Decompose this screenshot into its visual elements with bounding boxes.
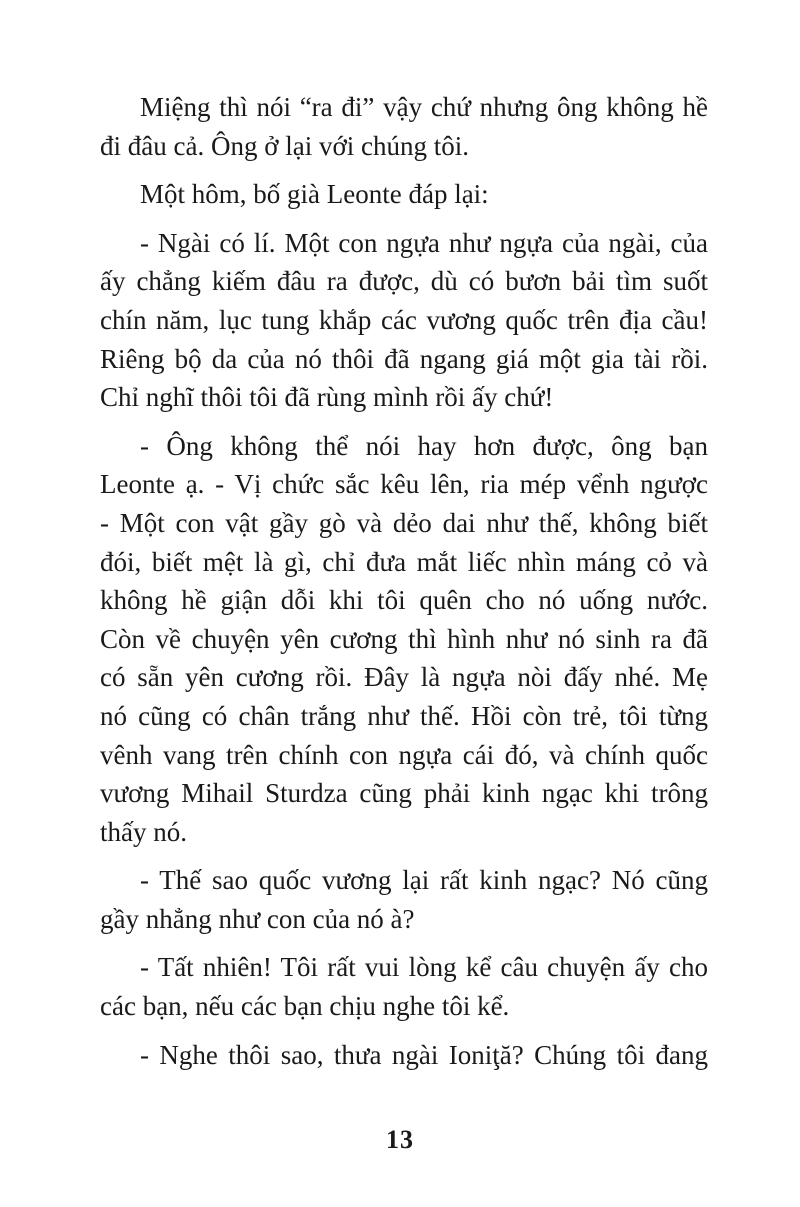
text-line: - Tất nhiên! Tôi rất vui lòng kể câu chuyện ấy cho [140, 952, 708, 983]
text-line: thấy nó. [100, 816, 187, 847]
body-text [100, 88, 708, 1084]
text-line: Miệng thì nói “ra đi” vậy chứ nhưng ông không hề [140, 92, 708, 122]
text-line: Chỉ nghĩ thôi tôi đã rùng mình rồi ấy chứ! [100, 382, 554, 413]
paragraph-1 [100, 88, 708, 165]
text-line: gầy nhẳng như con của nó à? [100, 903, 415, 934]
paragraph-7 [100, 1036, 708, 1075]
text-line: vương Mihail Sturdza cũng phải kinh ngạc khi trông [100, 778, 708, 809]
text-line: - Ông không thể nói hay hơn được, ông bạn [140, 430, 708, 461]
text-line: vênh vang trên chính con ngựa cái đó, và chính quốc [100, 739, 708, 770]
text-line: nó cũng có chân trắng như thế. Hồi còn trẻ, tôi từng [100, 700, 708, 731]
text-line: đói, biết mệt là gì, chỉ đưa mắt liếc nhìn máng cỏ và [100, 546, 708, 577]
text-line: các bạn, nếu các bạn chịu nghe tôi kể. [100, 991, 510, 1022]
text-line: Leonte ạ. - Vị chức sắc kêu lên, ria mép vểnh ngược [100, 469, 708, 500]
text-line: chín năm, lục tung khắp các vương quốc trên địa cầu! [100, 304, 708, 335]
paragraph-5 [100, 861, 708, 938]
paragraph-6 [100, 948, 708, 1025]
text-line: - Thế sao quốc vương lại rất kinh ngạc? Nó cũng [140, 865, 708, 896]
paragraph-4 [100, 427, 708, 852]
text-line: Riêng bộ da của nó thôi đã ngang giá một gia tài rồi. [100, 343, 708, 374]
text-line: không hề giận dỗi khi tôi quên cho nó uống nước. [100, 585, 708, 616]
text-line: Còn về chuyện yên cương thì hình như nó sinh ra đã [100, 623, 708, 654]
paragraph-3 [100, 224, 708, 417]
text-line: đi đâu cả. Ông ở lại với chúng tôi. [100, 130, 469, 161]
text-line: - Ngài có lí. Một con ngựa như ngựa của ngài, của [140, 227, 708, 258]
text-line: ấy chẳng kiếm đâu ra được, dù có bươn bải tìm suốt [100, 266, 708, 297]
page-number: 13 [386, 1125, 414, 1154]
text-line: - Nghe thôi sao, thưa ngài Ioniţă? Chúng tôi đang [140, 1039, 708, 1070]
text-line: có sẵn yên cương rồi. Đây là ngựa nòi đấy nhé. Mẹ [100, 662, 708, 693]
text-line: Một hôm, bố già Leonte đáp lại: [140, 179, 489, 210]
paragraph-2 [100, 175, 708, 214]
text-line: - Một con vật gầy gò và dẻo dai như thế, không biết [100, 507, 708, 538]
